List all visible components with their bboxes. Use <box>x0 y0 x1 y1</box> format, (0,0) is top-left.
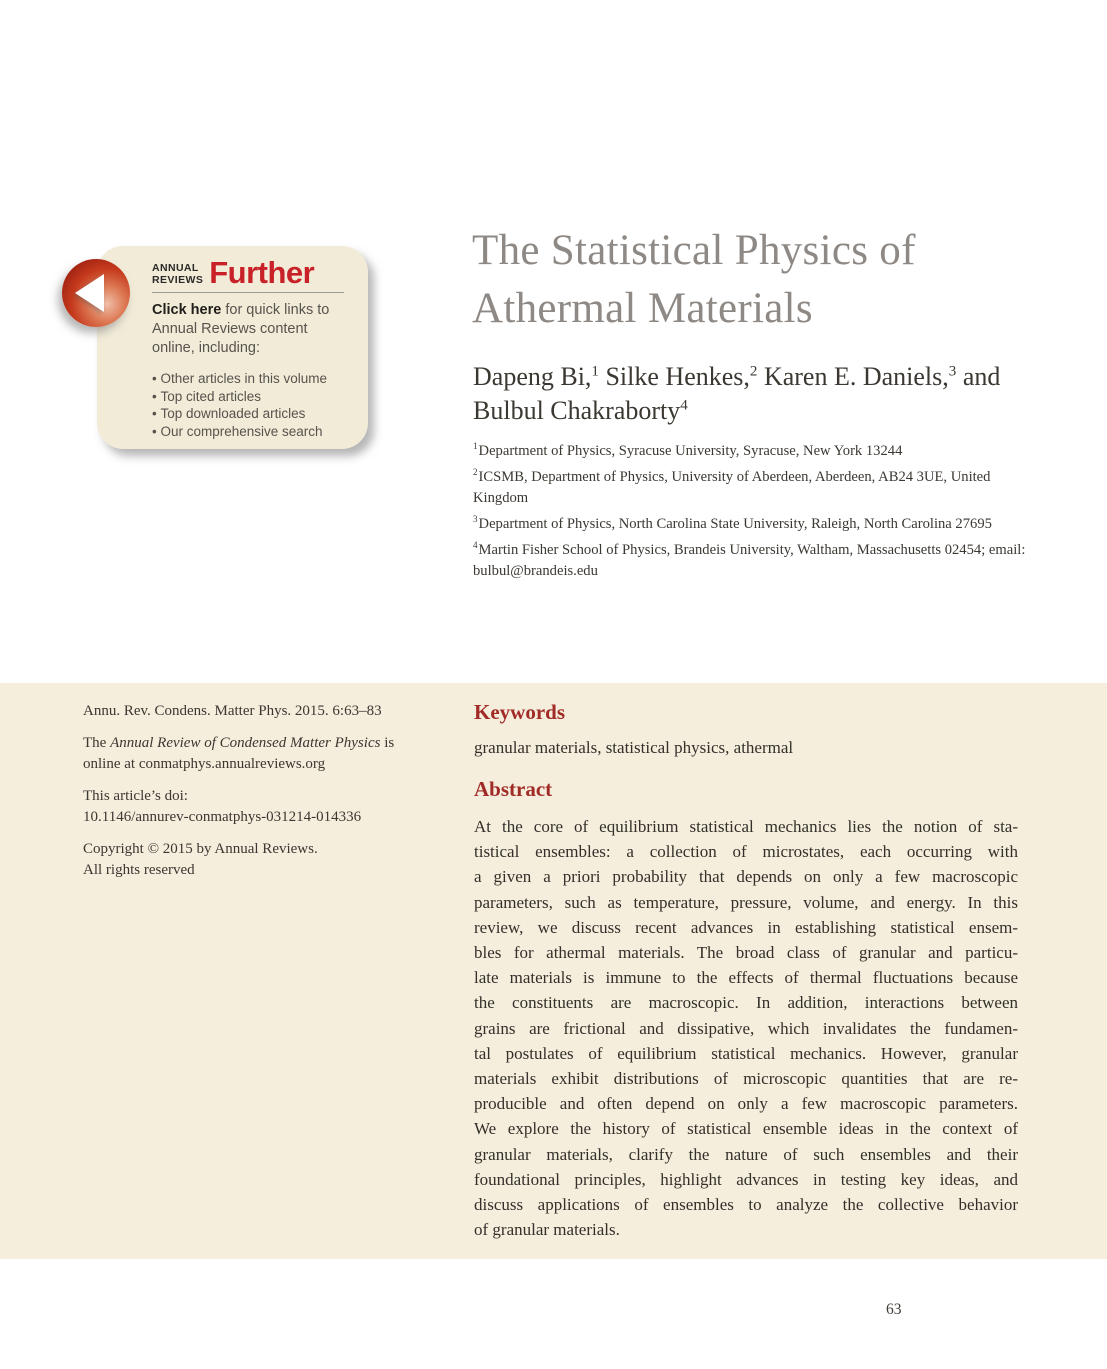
badge-bullet-item[interactable]: • Other articles in this volume <box>152 370 344 388</box>
left-triangle-icon <box>75 274 104 312</box>
abstract-line: parameters, such as temperature, pressure, volume, and energy. In this <box>474 892 1018 912</box>
author-name: Karen E. Daniels, <box>757 362 949 391</box>
abstract-column <box>474 700 1018 1242</box>
affiliation-item: $^3$Department of Physics, North Carolina State University, Raleigh, North Carolina 27695 <box>473 514 992 532</box>
journal-name-italic: Annual Review of Condensed Matter Physics <box>110 735 381 751</box>
abstract-line: a given a priori probability that depends on only a few macroscopic <box>474 867 1018 887</box>
doi-note <box>83 786 435 828</box>
badge-body <box>152 255 344 440</box>
title-line-1: The Statistical Physics of <box>472 227 916 274</box>
badge-divider <box>152 292 344 293</box>
abstract-line: late materials is immune to the effects of thermal fluctuations because <box>474 968 1018 988</box>
abstract-text <box>474 814 1018 1242</box>
abstract-line: granular materials, clarify the nature of such ensembles and their <box>474 1144 1018 1164</box>
abstract-line: foundational principles, highlight advances in testing key ideas, and <box>474 1169 1018 1189</box>
doi-label: This article’s doi: <box>83 788 188 804</box>
keywords-text: granular materials, statistical physics, athermal <box>474 738 794 757</box>
author-superscript: 4 <box>680 397 688 414</box>
badge-bullet-item[interactable]: • Top downloaded articles <box>152 405 344 423</box>
article-title <box>472 222 1072 338</box>
badge-bullet-item[interactable]: • Top cited articles <box>152 388 344 406</box>
brand-wordstack <box>152 263 203 286</box>
online-note <box>83 733 435 775</box>
affiliation-item: $^1$Department of Physics, Syracuse University, Syracuse, New York 13244 <box>473 441 903 459</box>
copyright-line-2: All rights reserved <box>83 862 195 878</box>
abstract-line: At the core of equilibrium statistical mechanics lies the notion of sta- <box>474 817 1018 836</box>
page-number: 63 <box>886 1301 902 1318</box>
title-line-2: Athermal Materials <box>472 285 813 332</box>
abstract-line: producible and often depend on only a few macroscopic parameters. <box>474 1094 1018 1114</box>
abstract-line: of granular materials. <box>474 1220 620 1240</box>
abstract-line: materials exhibit distributions of microscopic quantities that are re- <box>474 1069 1018 1089</box>
abstract-line: grains are frictional and dissipative, which invalidates the fundamen- <box>474 1018 1018 1038</box>
further-badge-card <box>97 246 368 449</box>
author-superscript: 1 <box>591 363 599 380</box>
abstract-line: We explore the history of statistical ensemble ideas in the context of <box>474 1119 1018 1139</box>
author-name: and Bulbul Chakraborty <box>473 362 1001 425</box>
abstract-line: discuss applications of ensembles to analyze the collective behavior <box>474 1195 1018 1215</box>
abstract-line: tal postulates of equilibrium statistical mechanics. However, granular <box>474 1043 1018 1063</box>
author-superscript: 3 <box>948 363 957 380</box>
author-name: Silke Henkes, <box>598 362 750 391</box>
author-name: Dapeng Bi, <box>473 362 592 391</box>
copyright-line-1: Copyright © 2015 by Annual Reviews. <box>83 841 318 857</box>
annual-reviews-logo <box>152 255 344 290</box>
back-arrow-icon[interactable] <box>62 259 130 327</box>
click-here-link[interactable]: Click here <box>152 302 222 318</box>
online-note-post: is online at conmatphys.annualreviews.org <box>83 735 395 772</box>
author-list <box>473 360 1035 428</box>
doi-value: 10.1146/annurev-conmatphys-031214-014336 <box>83 809 362 825</box>
badge-tagline <box>152 301 344 358</box>
citation-line: Annu. Rev. Condens. Matter Phys. 2015. 6:63–83 <box>83 703 382 719</box>
author-superscript: 2 <box>749 363 758 380</box>
abstract-heading: Abstract <box>474 777 553 801</box>
badge-tagline-rest: for quick links to Annual Reviews content online, including: <box>152 302 330 356</box>
affiliation-item: $^2$ICSMB, Department of Physics, University of Aberdeen, Aberdeen, AB24 3UE, United Kingdom <box>473 467 991 506</box>
affiliation-item: $^4$Martin Fisher School of Physics, Brandeis University, Waltham, Massachusetts 02454; email: bulbul@brandeis.edu <box>473 540 1026 579</box>
further-wordmark: Further <box>209 255 315 290</box>
brand-line-reviews: REVIEWS <box>152 273 204 286</box>
copyright-note <box>83 839 435 881</box>
badge-bullet-item[interactable]: • Our comprehensive search <box>152 423 344 441</box>
keywords-heading: Keywords <box>474 700 565 724</box>
badge-bullet-list <box>152 370 344 440</box>
abstract-line: tistical ensembles: a collection of microstates, each occurring with <box>474 842 1018 862</box>
affiliation-list <box>473 441 1029 587</box>
citation-sidebar <box>83 701 435 892</box>
brand-line-annual: ANNUAL <box>152 262 199 274</box>
abstract-line: the constituents are macroscopic. In addition, interactions between <box>474 993 1018 1013</box>
abstract-line: bles for athermal materials. The broad class of granular and particu- <box>474 943 1018 963</box>
online-note-pre: The <box>83 735 111 751</box>
abstract-line: review, we discuss recent advances in establishing statistical ensem- <box>474 917 1018 937</box>
